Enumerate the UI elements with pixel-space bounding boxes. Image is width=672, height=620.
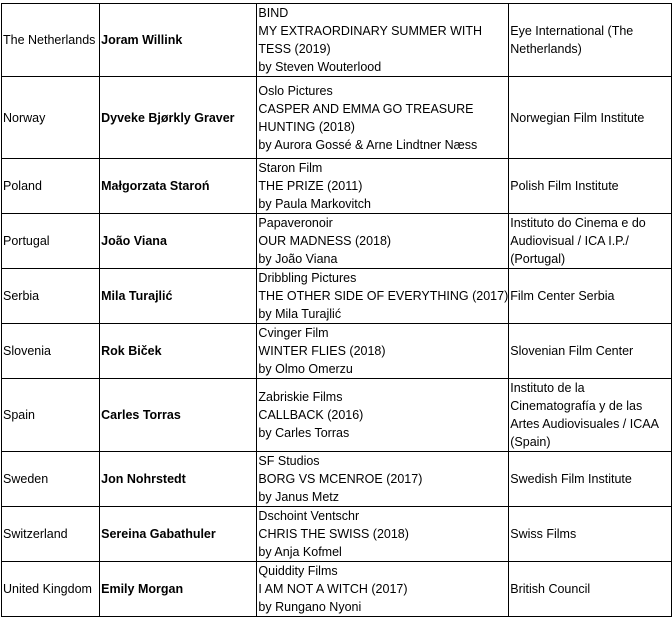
institution-cell: Swiss Films bbox=[509, 507, 672, 562]
production-company: Zabriskie Films bbox=[258, 390, 343, 404]
film-line: by Olmo Omerzu bbox=[258, 362, 353, 376]
film-line: by Carles Torras bbox=[258, 426, 350, 440]
film-line: CHRIS THE SWISS (2018) bbox=[258, 527, 409, 541]
film-cell bbox=[257, 379, 509, 452]
table-body bbox=[2, 4, 672, 617]
film-cell bbox=[257, 452, 509, 507]
country-cell: Norway bbox=[2, 77, 100, 159]
film-line: CALLBACK (2016) bbox=[258, 408, 364, 422]
production-company: Cvinger Film bbox=[258, 326, 329, 340]
country-cell: Slovenia bbox=[2, 324, 100, 379]
producer-cell: Jon Nohrstedt bbox=[100, 452, 257, 507]
table-row bbox=[2, 77, 672, 159]
production-company: Oslo Pictures bbox=[258, 83, 333, 98]
producer-cell: Rok Biček bbox=[100, 324, 257, 379]
table-row bbox=[2, 159, 672, 214]
country-cell: Poland bbox=[2, 159, 100, 214]
film-line: I AM NOT A WITCH (2017) bbox=[258, 582, 408, 596]
film-line: HUNTING (2018) bbox=[258, 119, 355, 134]
table-row bbox=[2, 452, 672, 507]
institution-cell: Eye International (The Netherlands) bbox=[509, 4, 672, 77]
table-row bbox=[2, 269, 672, 324]
film-line: THE PRIZE (2011) bbox=[258, 179, 363, 193]
film-line: by Paula Markovitch bbox=[258, 197, 371, 211]
producer-cell: Mila Turajlić bbox=[100, 269, 257, 324]
country-cell: Portugal bbox=[2, 214, 100, 269]
table-row bbox=[2, 562, 672, 617]
film-cell bbox=[257, 159, 509, 214]
table-row bbox=[2, 214, 672, 269]
institution-cell: Norwegian Film Institute bbox=[509, 77, 672, 159]
country-cell: Serbia bbox=[2, 269, 100, 324]
film-cell bbox=[257, 324, 509, 379]
production-company: SF Studios bbox=[258, 454, 320, 468]
table-row bbox=[2, 507, 672, 562]
institution-cell: Slovenian Film Center bbox=[509, 324, 672, 379]
film-line: OUR MADNESS (2018) bbox=[258, 234, 392, 248]
film-cell bbox=[257, 77, 509, 159]
producer-cell: Małgorzata Staroń bbox=[100, 159, 257, 214]
country-cell: The Netherlands bbox=[2, 4, 100, 77]
film-line: by Janus Metz bbox=[258, 490, 340, 504]
film-line: MY EXTRAORDINARY SUMMER WITH bbox=[258, 24, 483, 38]
table-row bbox=[2, 324, 672, 379]
film-cell bbox=[257, 507, 509, 562]
institution-cell: British Council bbox=[509, 562, 672, 617]
production-company: Dschoint Ventschr bbox=[258, 509, 360, 523]
film-cell bbox=[257, 214, 509, 269]
film-line: CASPER AND EMMA GO TREASURE bbox=[258, 101, 474, 116]
producer-cell: João Viana bbox=[100, 214, 257, 269]
table-row bbox=[2, 379, 672, 452]
institution-cell: Swedish Film Institute bbox=[509, 452, 672, 507]
institution-cell: Polish Film Institute bbox=[509, 159, 672, 214]
film-line: by João Viana bbox=[258, 252, 338, 266]
film-line: WINTER FLIES (2018) bbox=[258, 344, 386, 358]
producers-table bbox=[1, 3, 672, 617]
film-cell bbox=[257, 269, 509, 324]
film-cell bbox=[257, 562, 509, 617]
production-company: Dribbling Pictures bbox=[258, 271, 357, 285]
producer-cell: Carles Torras bbox=[100, 379, 257, 452]
country-cell: Spain bbox=[2, 379, 100, 452]
institution-cell: Instituto de la Cinematografía y de las Artes Audiovisuales / ICAA (Spain) bbox=[509, 379, 672, 452]
film-line: TESS (2019) bbox=[258, 42, 331, 56]
table-row bbox=[2, 4, 672, 77]
film-line: THE OTHER SIDE OF EVERYTHING (2017) bbox=[258, 289, 509, 303]
film-line: by Steven Wouterlood bbox=[258, 60, 382, 74]
producer-cell: Dyveke Bjørkly Graver bbox=[100, 77, 257, 159]
film-line: by Aurora Gossé & Arne Lindtner Næss bbox=[258, 137, 478, 152]
producer-cell: Emily Morgan bbox=[100, 562, 257, 617]
film-line: BORG VS MCENROE (2017) bbox=[258, 472, 423, 486]
institution-cell: Film Center Serbia bbox=[509, 269, 672, 324]
producer-cell: Joram Willink bbox=[100, 4, 257, 77]
country-cell: Switzerland bbox=[2, 507, 100, 562]
film-line: by Anja Kofmel bbox=[258, 545, 342, 559]
institution-cell: Instituto do Cinema e do Audiovisual / ICA I.P./ (Portugal) bbox=[509, 214, 672, 269]
film-line: by Rungano Nyoni bbox=[258, 600, 362, 614]
film-cell bbox=[257, 4, 509, 77]
production-company: Staron Film bbox=[258, 161, 323, 175]
film-line: by Mila Turajlić bbox=[258, 307, 342, 321]
country-cell: Sweden bbox=[2, 452, 100, 507]
country-cell: United Kingdom bbox=[2, 562, 100, 617]
producer-cell: Sereina Gabathuler bbox=[100, 507, 257, 562]
production-company: BIND bbox=[258, 6, 289, 20]
production-company: Papaveronoir bbox=[258, 216, 333, 230]
production-company: Quiddity Films bbox=[258, 564, 338, 578]
